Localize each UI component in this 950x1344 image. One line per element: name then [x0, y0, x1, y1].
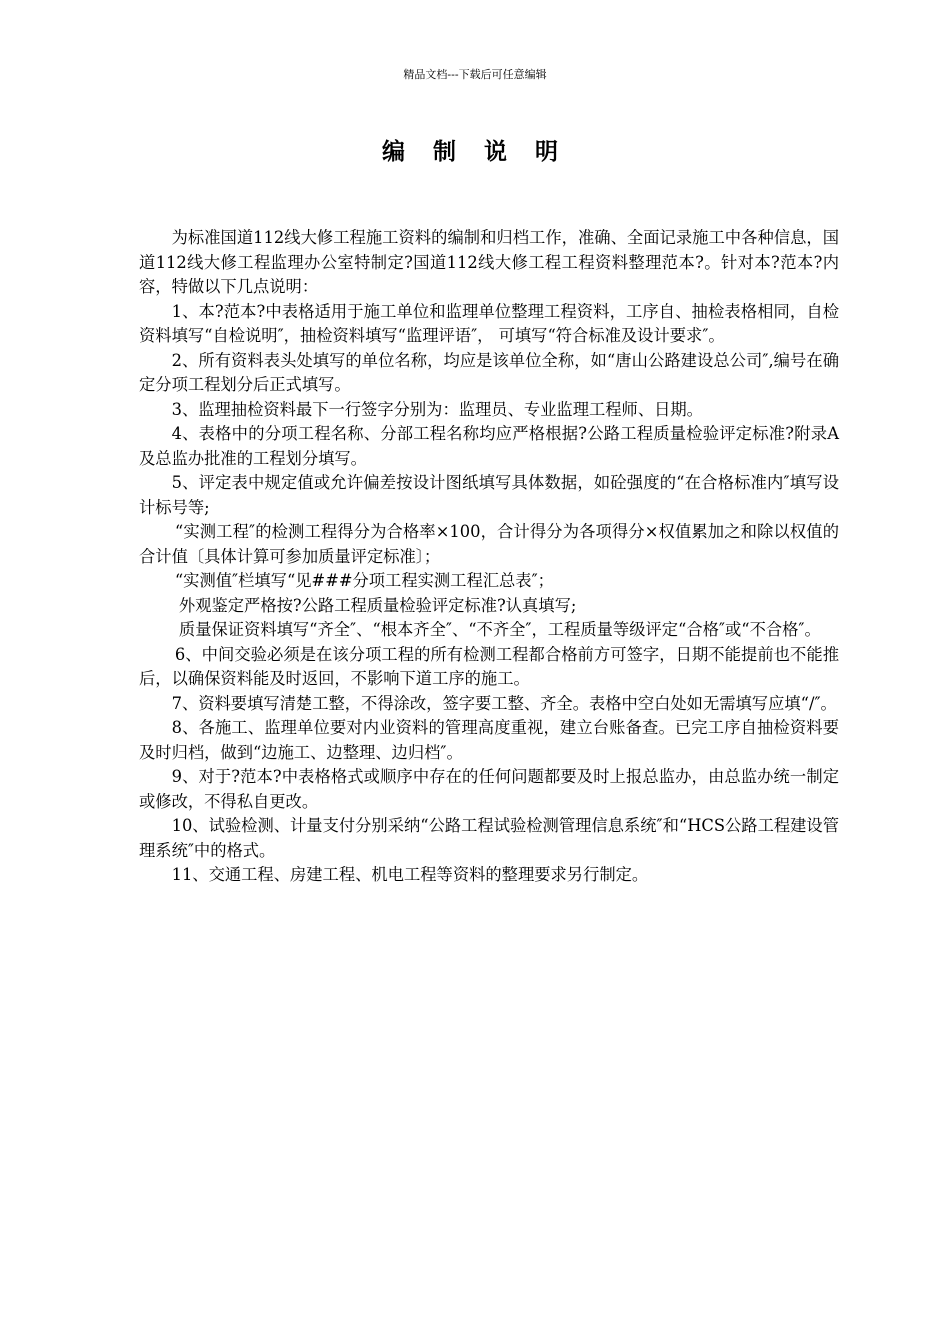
paragraph-item-3: 3、监理抽检资料最下一行签字分别为：监理员、专业监理工程师、日期。: [171, 399, 703, 419]
paragraph-item-5: 5、评定表中规定值或允许偏差按设计图纸填写具体数据，如砼强度的“在合格标准内″填写设计标号等;: [139, 473, 839, 517]
paragraph-intro: 为标准国道112线大修工程施工资料的编制和归档工作，准确、全面记录施工中各种信息，国道112线大修工程监理办公室特制定?国道112线大修工程工程资料整理范本?。针对本?范本?内容，特做以下几点说明：: [139, 228, 839, 296]
paragraph-item-9: 9、对于?范本?中表格格式或顺序中存在的任何问题都要及时上报总监办，由总监办统一制定或修改，不得私自更改。: [139, 767, 839, 811]
paragraph-item-8: 8、各施工、监理单位要对内业资料的管理高度重视，建立台账备查。已完工序自抽检资料要及时归档，做到“边施工、边整理、边归档″。: [139, 718, 839, 762]
paragraph-item-11: 11、交通工程、房建工程、机电工程等资料的整理要求另行制定。: [171, 865, 649, 884]
paragraph-item-7: 7、资料要填写清楚工整，不得涂改，签字要工整、齐全。表格中空白处如无需填写应填“/″。: [171, 693, 837, 713]
paragraph-item-5-measured-values: “实测值″栏填写“见###分项工程实测工程汇总表″；: [174, 571, 554, 590]
paragraph-item-10: 10、试验检测、计量支付分别采纳“公路工程试验检测管理信息系统″和“HCS公路工程建设管理系统″中的格式。: [139, 816, 839, 860]
paragraph-item-5-quality-docs: 质量保证资料填写“齐全″、“根本齐全″、“不齐全″，工程质量等级评定“合格″或“不合格″。: [178, 620, 821, 639]
paragraph-item-5-appearance: 外观鉴定严格按?公路工程质量检验评定标准?认真填写;: [178, 595, 577, 615]
page-title: 编 制 说 明: [381, 138, 569, 165]
paragraph-item-5-measured-items: “实测工程″的检测工程得分为合格率×100，合计得分为各项得分×权值累加之和除以权值的合计值〔具体计算可参加质量评定标准〕；: [139, 522, 839, 566]
header-note: 精品文档---下载后可任意编辑: [403, 68, 547, 81]
paragraph-item-2: 2、所有资料表头处填写的单位名称，均应是该单位全称，如“唐山公路建设总公司″,编号在确定分项工程划分后正式填写。: [139, 350, 839, 394]
paragraph-item-4: 4、表格中的分项工程名称、分部工程名称均应严格根据?公路工程质量检验评定标准?附录A及总监办批准的工程划分填写。: [139, 424, 839, 468]
paragraph-item-1: 1、本?范本?中表格适用于施工单位和监理单位整理工程资料，工序自、抽检表格相同，自检资料填写“自检说明″，抽检资料填写“监理评语″， 可填写“符合标准及设计要求″。: [139, 301, 839, 345]
body-text: [139, 226, 839, 888]
paragraph-item-6: 6、中间交验必须是在该分项工程的所有检测工程都合格前方可签字，日期不能提前也不能推后，以确保资料能及时返回，不影响下道工序的施工。: [139, 644, 839, 688]
